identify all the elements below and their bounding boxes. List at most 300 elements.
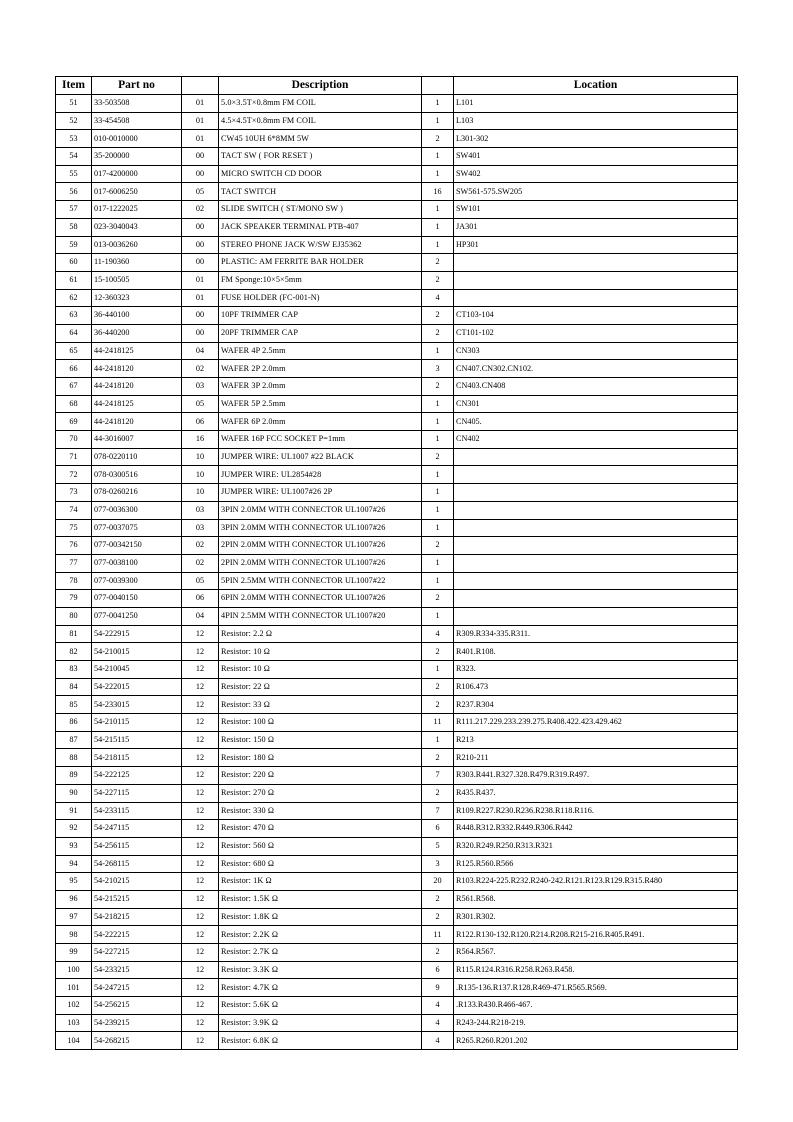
cell-code: 12: [182, 696, 219, 714]
cell-code: 12: [182, 625, 219, 643]
cell-location: L101: [454, 95, 738, 113]
cell-item: 71: [56, 448, 92, 466]
cell-location: CN402: [454, 431, 738, 449]
cell-qty: 1: [422, 519, 454, 537]
cell-item: 76: [56, 537, 92, 555]
cell-description: FUSE HOLDER (FC-001-N): [219, 289, 422, 307]
cell-item: 80: [56, 607, 92, 625]
table-row: [56, 837, 738, 855]
cell-qty: 1: [422, 112, 454, 130]
cell-qty: 4: [422, 1014, 454, 1032]
cell-code: 01: [182, 95, 219, 113]
cell-code: 00: [182, 218, 219, 236]
cell-qty: 1: [422, 554, 454, 572]
cell-code: 12: [182, 767, 219, 785]
cell-qty: 2: [422, 324, 454, 342]
cell-code: 12: [182, 926, 219, 944]
cell-description: PLASTIC: AM FERRITE BAR HOLDER: [219, 254, 422, 272]
cell-location: R243-244.R218-219.: [454, 1014, 738, 1032]
cell-location: [454, 271, 738, 289]
cell-description: JACK SPEAKER TERMINAL PTB-407: [219, 218, 422, 236]
cell-qty: 1: [422, 431, 454, 449]
cell-code: 12: [182, 873, 219, 891]
cell-part-no: 54-268215: [92, 1032, 182, 1050]
table-row: [56, 342, 738, 360]
cell-location: [454, 254, 738, 272]
cell-location: SW561-575.SW205: [454, 183, 738, 201]
cell-item: 55: [56, 165, 92, 183]
cell-location: CN303: [454, 342, 738, 360]
table-row: [56, 714, 738, 732]
cell-location: CN403.CN408: [454, 378, 738, 396]
cell-description: 5.0×3.5T×0.8mm FM COIL: [219, 95, 422, 113]
cell-location: [454, 484, 738, 502]
cell-description: WAFER 2P 2.0mm: [219, 360, 422, 378]
cell-part-no: 078-0260216: [92, 484, 182, 502]
cell-item: 102: [56, 997, 92, 1015]
cell-description: Resistor: 6.8K Ω: [219, 1032, 422, 1050]
cell-location: R237.R304: [454, 696, 738, 714]
cell-qty: 2: [422, 908, 454, 926]
cell-description: WAFER 6P 2.0mm: [219, 413, 422, 431]
table-row: [56, 1032, 738, 1050]
cell-part-no: 54-210015: [92, 643, 182, 661]
cell-description: WAFER 3P 2.0mm: [219, 378, 422, 396]
cell-code: 00: [182, 165, 219, 183]
cell-qty: 5: [422, 837, 454, 855]
cell-code: 06: [182, 413, 219, 431]
cell-item: 67: [56, 378, 92, 396]
table-row: [56, 590, 738, 608]
cell-item: 101: [56, 979, 92, 997]
cell-part-no: 017-1222025: [92, 201, 182, 219]
table-row: [56, 820, 738, 838]
cell-description: 20PF TRIMMER CAP: [219, 324, 422, 342]
cell-qty: 1: [422, 466, 454, 484]
cell-item: 69: [56, 413, 92, 431]
cell-item: 81: [56, 625, 92, 643]
cell-location: [454, 289, 738, 307]
header-description: Description: [219, 77, 422, 95]
cell-part-no: 013-0036260: [92, 236, 182, 254]
cell-description: Resistor: 150 Ω: [219, 731, 422, 749]
cell-item: 61: [56, 271, 92, 289]
cell-description: Resistor: 1K Ω: [219, 873, 422, 891]
table-row: [56, 395, 738, 413]
cell-description: Resistor: 1.8K Ω: [219, 908, 422, 926]
cell-location: R561.R568.: [454, 890, 738, 908]
cell-code: 00: [182, 254, 219, 272]
cell-description: WAFER 16P FCC SOCKET P=1mm: [219, 431, 422, 449]
cell-item: 84: [56, 678, 92, 696]
cell-item: 57: [56, 201, 92, 219]
cell-location: R303.R441.R327.328.R479.R319.R497.: [454, 767, 738, 785]
header-code: [182, 77, 219, 95]
cell-qty: 7: [422, 767, 454, 785]
cell-item: 91: [56, 802, 92, 820]
cell-part-no: 54-222215: [92, 926, 182, 944]
cell-qty: 2: [422, 378, 454, 396]
cell-item: 56: [56, 183, 92, 201]
cell-code: 12: [182, 855, 219, 873]
cell-location: R213: [454, 731, 738, 749]
header-location: Location: [454, 77, 738, 95]
cell-description: 3PIN 2.0MM WITH CONNECTOR UL1007#26: [219, 501, 422, 519]
cell-part-no: 54-256115: [92, 837, 182, 855]
table-row: [56, 431, 738, 449]
cell-part-no: 44-2418120: [92, 360, 182, 378]
table-row: [56, 130, 738, 148]
table-row: [56, 979, 738, 997]
cell-location: R111.217.229.233.239.275.R408.422.423.429.462: [454, 714, 738, 732]
cell-item: 68: [56, 395, 92, 413]
cell-item: 85: [56, 696, 92, 714]
cell-part-no: 54-233215: [92, 961, 182, 979]
cell-part-no: 54-210215: [92, 873, 182, 891]
cell-part-no: 54-268115: [92, 855, 182, 873]
cell-item: 100: [56, 961, 92, 979]
cell-description: Resistor: 10 Ω: [219, 661, 422, 679]
cell-code: 05: [182, 572, 219, 590]
cell-item: 51: [56, 95, 92, 113]
cell-item: 54: [56, 148, 92, 166]
cell-location: [454, 554, 738, 572]
cell-qty: 1: [422, 501, 454, 519]
header-qty: [422, 77, 454, 95]
cell-code: 12: [182, 714, 219, 732]
cell-qty: 2: [422, 537, 454, 555]
cell-part-no: 077-0040150: [92, 590, 182, 608]
cell-item: 77: [56, 554, 92, 572]
cell-location: R122.R130-132.R120.R214.R208.R215-216.R405.R491.: [454, 926, 738, 944]
cell-description: TACT SW ( FOR RESET ): [219, 148, 422, 166]
cell-code: 12: [182, 784, 219, 802]
cell-qty: 2: [422, 784, 454, 802]
cell-code: 03: [182, 378, 219, 396]
cell-description: 4PIN 2.5MM WITH CONNECTOR UL1007#20: [219, 607, 422, 625]
cell-part-no: 33-503508: [92, 95, 182, 113]
cell-part-no: 44-2418125: [92, 342, 182, 360]
table-row: [56, 360, 738, 378]
cell-qty: 2: [422, 749, 454, 767]
cell-part-no: 35-200000: [92, 148, 182, 166]
table-row: [56, 607, 738, 625]
cell-location: JA301: [454, 218, 738, 236]
cell-description: Resistor: 10 Ω: [219, 643, 422, 661]
cell-code: 02: [182, 360, 219, 378]
cell-qty: 3: [422, 360, 454, 378]
cell-part-no: 54-233015: [92, 696, 182, 714]
cell-qty: 6: [422, 961, 454, 979]
cell-location: R125.R560.R566: [454, 855, 738, 873]
cell-location: R109.R227.R230.R236.R238.R118.R116.: [454, 802, 738, 820]
cell-description: Resistor: 1.5K Ω: [219, 890, 422, 908]
cell-code: 02: [182, 537, 219, 555]
cell-code: 12: [182, 890, 219, 908]
cell-item: 99: [56, 944, 92, 962]
cell-qty: 2: [422, 130, 454, 148]
cell-code: 12: [182, 731, 219, 749]
cell-location: R103.R224-225.R232.R240-242.R121.R123.R129.R315.R480: [454, 873, 738, 891]
cell-location: [454, 519, 738, 537]
table-row: [56, 1014, 738, 1032]
cell-item: 53: [56, 130, 92, 148]
table-row: [56, 926, 738, 944]
cell-description: Resistor: 2.7K Ω: [219, 944, 422, 962]
cell-description: JUMPER WIRE: UL2854#28: [219, 466, 422, 484]
cell-location: L301-302: [454, 130, 738, 148]
cell-code: 01: [182, 271, 219, 289]
cell-part-no: 54-215115: [92, 731, 182, 749]
cell-location: R320.R249.R250.R313.R321: [454, 837, 738, 855]
cell-location: L103: [454, 112, 738, 130]
table-row: [56, 554, 738, 572]
table-row: [56, 236, 738, 254]
cell-qty: 20: [422, 873, 454, 891]
cell-qty: 7: [422, 802, 454, 820]
cell-part-no: 077-00342150: [92, 537, 182, 555]
cell-location: [454, 537, 738, 555]
cell-code: 10: [182, 484, 219, 502]
cell-qty: 4: [422, 1032, 454, 1050]
cell-part-no: 54-233115: [92, 802, 182, 820]
cell-description: FM Sponge:10×5×5mm: [219, 271, 422, 289]
table-row: [56, 324, 738, 342]
table-row: [56, 625, 738, 643]
cell-item: 65: [56, 342, 92, 360]
cell-code: 12: [182, 802, 219, 820]
cell-code: 12: [182, 643, 219, 661]
cell-description: Resistor: 33 Ω: [219, 696, 422, 714]
cell-code: 03: [182, 501, 219, 519]
cell-item: 92: [56, 820, 92, 838]
cell-location: CT103-104: [454, 307, 738, 325]
cell-qty: 1: [422, 413, 454, 431]
table-row: [56, 890, 738, 908]
cell-location: SW402: [454, 165, 738, 183]
cell-code: 02: [182, 554, 219, 572]
header-part-no: Part no: [92, 77, 182, 95]
cell-item: 88: [56, 749, 92, 767]
cell-qty: 2: [422, 590, 454, 608]
cell-part-no: 15-100505: [92, 271, 182, 289]
cell-part-no: 54-210115: [92, 714, 182, 732]
table-body: [56, 95, 738, 1050]
cell-item: 72: [56, 466, 92, 484]
cell-item: 94: [56, 855, 92, 873]
cell-item: 63: [56, 307, 92, 325]
cell-qty: 1: [422, 218, 454, 236]
cell-location: SW101: [454, 201, 738, 219]
cell-location: R309.R334-335.R311.: [454, 625, 738, 643]
cell-code: 12: [182, 837, 219, 855]
cell-item: 83: [56, 661, 92, 679]
cell-code: 03: [182, 519, 219, 537]
cell-part-no: 11-190360: [92, 254, 182, 272]
cell-description: WAFER 4P 2.5mm: [219, 342, 422, 360]
cell-part-no: 54-215215: [92, 890, 182, 908]
cell-code: 12: [182, 678, 219, 696]
cell-item: 73: [56, 484, 92, 502]
cell-qty: 1: [422, 572, 454, 590]
table-row: [56, 908, 738, 926]
cell-code: 01: [182, 112, 219, 130]
cell-qty: 1: [422, 236, 454, 254]
cell-code: 10: [182, 466, 219, 484]
cell-qty: 6: [422, 820, 454, 838]
cell-description: 3PIN 2.0MM WITH CONNECTOR UL1007#26: [219, 519, 422, 537]
table-row: [56, 112, 738, 130]
cell-part-no: 077-0038100: [92, 554, 182, 572]
cell-part-no: 54-239215: [92, 1014, 182, 1032]
cell-part-no: 12-360323: [92, 289, 182, 307]
cell-item: 93: [56, 837, 92, 855]
cell-description: STEREO PHONE JACK W/SW EJ35362: [219, 236, 422, 254]
table-row: [56, 148, 738, 166]
cell-part-no: 078-0300516: [92, 466, 182, 484]
cell-location: [454, 501, 738, 519]
cell-location: R210-211: [454, 749, 738, 767]
cell-item: 78: [56, 572, 92, 590]
table-row: [56, 767, 738, 785]
cell-item: 64: [56, 324, 92, 342]
cell-item: 82: [56, 643, 92, 661]
parts-table: [55, 76, 738, 1050]
table-row: [56, 183, 738, 201]
cell-qty: 2: [422, 678, 454, 696]
cell-part-no: 010-0010000: [92, 130, 182, 148]
cell-item: 96: [56, 890, 92, 908]
table-row: [56, 95, 738, 113]
table-row: [56, 218, 738, 236]
cell-code: 12: [182, 961, 219, 979]
cell-description: JUMPER WIRE: UL1007 #22 BLACK: [219, 448, 422, 466]
cell-qty: 2: [422, 944, 454, 962]
cell-code: 12: [182, 908, 219, 926]
table-row: [56, 643, 738, 661]
cell-location: [454, 607, 738, 625]
cell-part-no: 54-222125: [92, 767, 182, 785]
cell-item: 52: [56, 112, 92, 130]
cell-code: 12: [182, 661, 219, 679]
cell-part-no: 54-222915: [92, 625, 182, 643]
cell-qty: 4: [422, 997, 454, 1015]
cell-location: R323.: [454, 661, 738, 679]
cell-item: 86: [56, 714, 92, 732]
cell-location: HP301: [454, 236, 738, 254]
cell-qty: 1: [422, 395, 454, 413]
cell-description: 2PIN 2.0MM WITH CONNECTOR UL1007#26: [219, 537, 422, 555]
table-row: [56, 201, 738, 219]
table-row: [56, 802, 738, 820]
header-item: Item: [56, 77, 92, 95]
cell-qty: 16: [422, 183, 454, 201]
cell-qty: 11: [422, 714, 454, 732]
cell-description: Resistor: 4.7K Ω: [219, 979, 422, 997]
cell-item: 103: [56, 1014, 92, 1032]
table-row: [56, 678, 738, 696]
cell-qty: 4: [422, 625, 454, 643]
header-row: [56, 77, 738, 95]
table-row: [56, 537, 738, 555]
cell-description: 6PIN 2.0MM WITH CONNECTOR UL1007#26: [219, 590, 422, 608]
cell-qty: 1: [422, 342, 454, 360]
cell-code: 12: [182, 749, 219, 767]
cell-item: 74: [56, 501, 92, 519]
cell-location: [454, 466, 738, 484]
cell-description: Resistor: 220 Ω: [219, 767, 422, 785]
cell-description: Resistor: 560 Ω: [219, 837, 422, 855]
cell-location: SW401: [454, 148, 738, 166]
cell-item: 59: [56, 236, 92, 254]
cell-location: R401.R108.: [454, 643, 738, 661]
cell-item: 90: [56, 784, 92, 802]
cell-item: 66: [56, 360, 92, 378]
cell-part-no: 017-6006250: [92, 183, 182, 201]
table-row: [56, 484, 738, 502]
cell-part-no: 36-440200: [92, 324, 182, 342]
cell-code: 00: [182, 324, 219, 342]
cell-qty: 1: [422, 165, 454, 183]
table-row: [56, 466, 738, 484]
cell-part-no: 33-454508: [92, 112, 182, 130]
cell-description: SLIDE SWITCH ( ST/MONO SW ): [219, 201, 422, 219]
cell-code: 01: [182, 289, 219, 307]
cell-item: 89: [56, 767, 92, 785]
cell-location: CN301: [454, 395, 738, 413]
table-row: [56, 413, 738, 431]
table-row: [56, 731, 738, 749]
cell-description: 2PIN 2.0MM WITH CONNECTOR UL1007#26: [219, 554, 422, 572]
cell-part-no: 44-2418120: [92, 413, 182, 431]
cell-part-no: 017-4200000: [92, 165, 182, 183]
cell-part-no: 077-0037075: [92, 519, 182, 537]
cell-part-no: 077-0041250: [92, 607, 182, 625]
cell-code: 00: [182, 236, 219, 254]
cell-description: Resistor: 3.9K Ω: [219, 1014, 422, 1032]
cell-code: 05: [182, 183, 219, 201]
cell-code: 12: [182, 1032, 219, 1050]
cell-description: Resistor: 680 Ω: [219, 855, 422, 873]
cell-qty: 1: [422, 731, 454, 749]
cell-code: 10: [182, 448, 219, 466]
table-row: [56, 378, 738, 396]
cell-qty: 2: [422, 271, 454, 289]
cell-description: Resistor: 22 Ω: [219, 678, 422, 696]
cell-code: 16: [182, 431, 219, 449]
cell-description: Resistor: 330 Ω: [219, 802, 422, 820]
cell-part-no: 54-227215: [92, 944, 182, 962]
cell-part-no: 54-210045: [92, 661, 182, 679]
cell-item: 60: [56, 254, 92, 272]
table-row: [56, 271, 738, 289]
cell-description: TACT SWITCH: [219, 183, 422, 201]
table-row: [56, 289, 738, 307]
table-row: [56, 501, 738, 519]
cell-location: R265.R260.R201.202: [454, 1032, 738, 1050]
cell-description: JUMPER WIRE: UL1007#26 2P: [219, 484, 422, 502]
table-row: [56, 165, 738, 183]
cell-location: R301.R302.: [454, 908, 738, 926]
cell-location: R115.R124.R316.R258.R263.R458.: [454, 961, 738, 979]
cell-code: 06: [182, 590, 219, 608]
cell-description: Resistor: 180 Ω: [219, 749, 422, 767]
cell-part-no: 44-2418120: [92, 378, 182, 396]
cell-qty: 4: [422, 289, 454, 307]
cell-code: 00: [182, 307, 219, 325]
cell-item: 70: [56, 431, 92, 449]
cell-code: 12: [182, 820, 219, 838]
